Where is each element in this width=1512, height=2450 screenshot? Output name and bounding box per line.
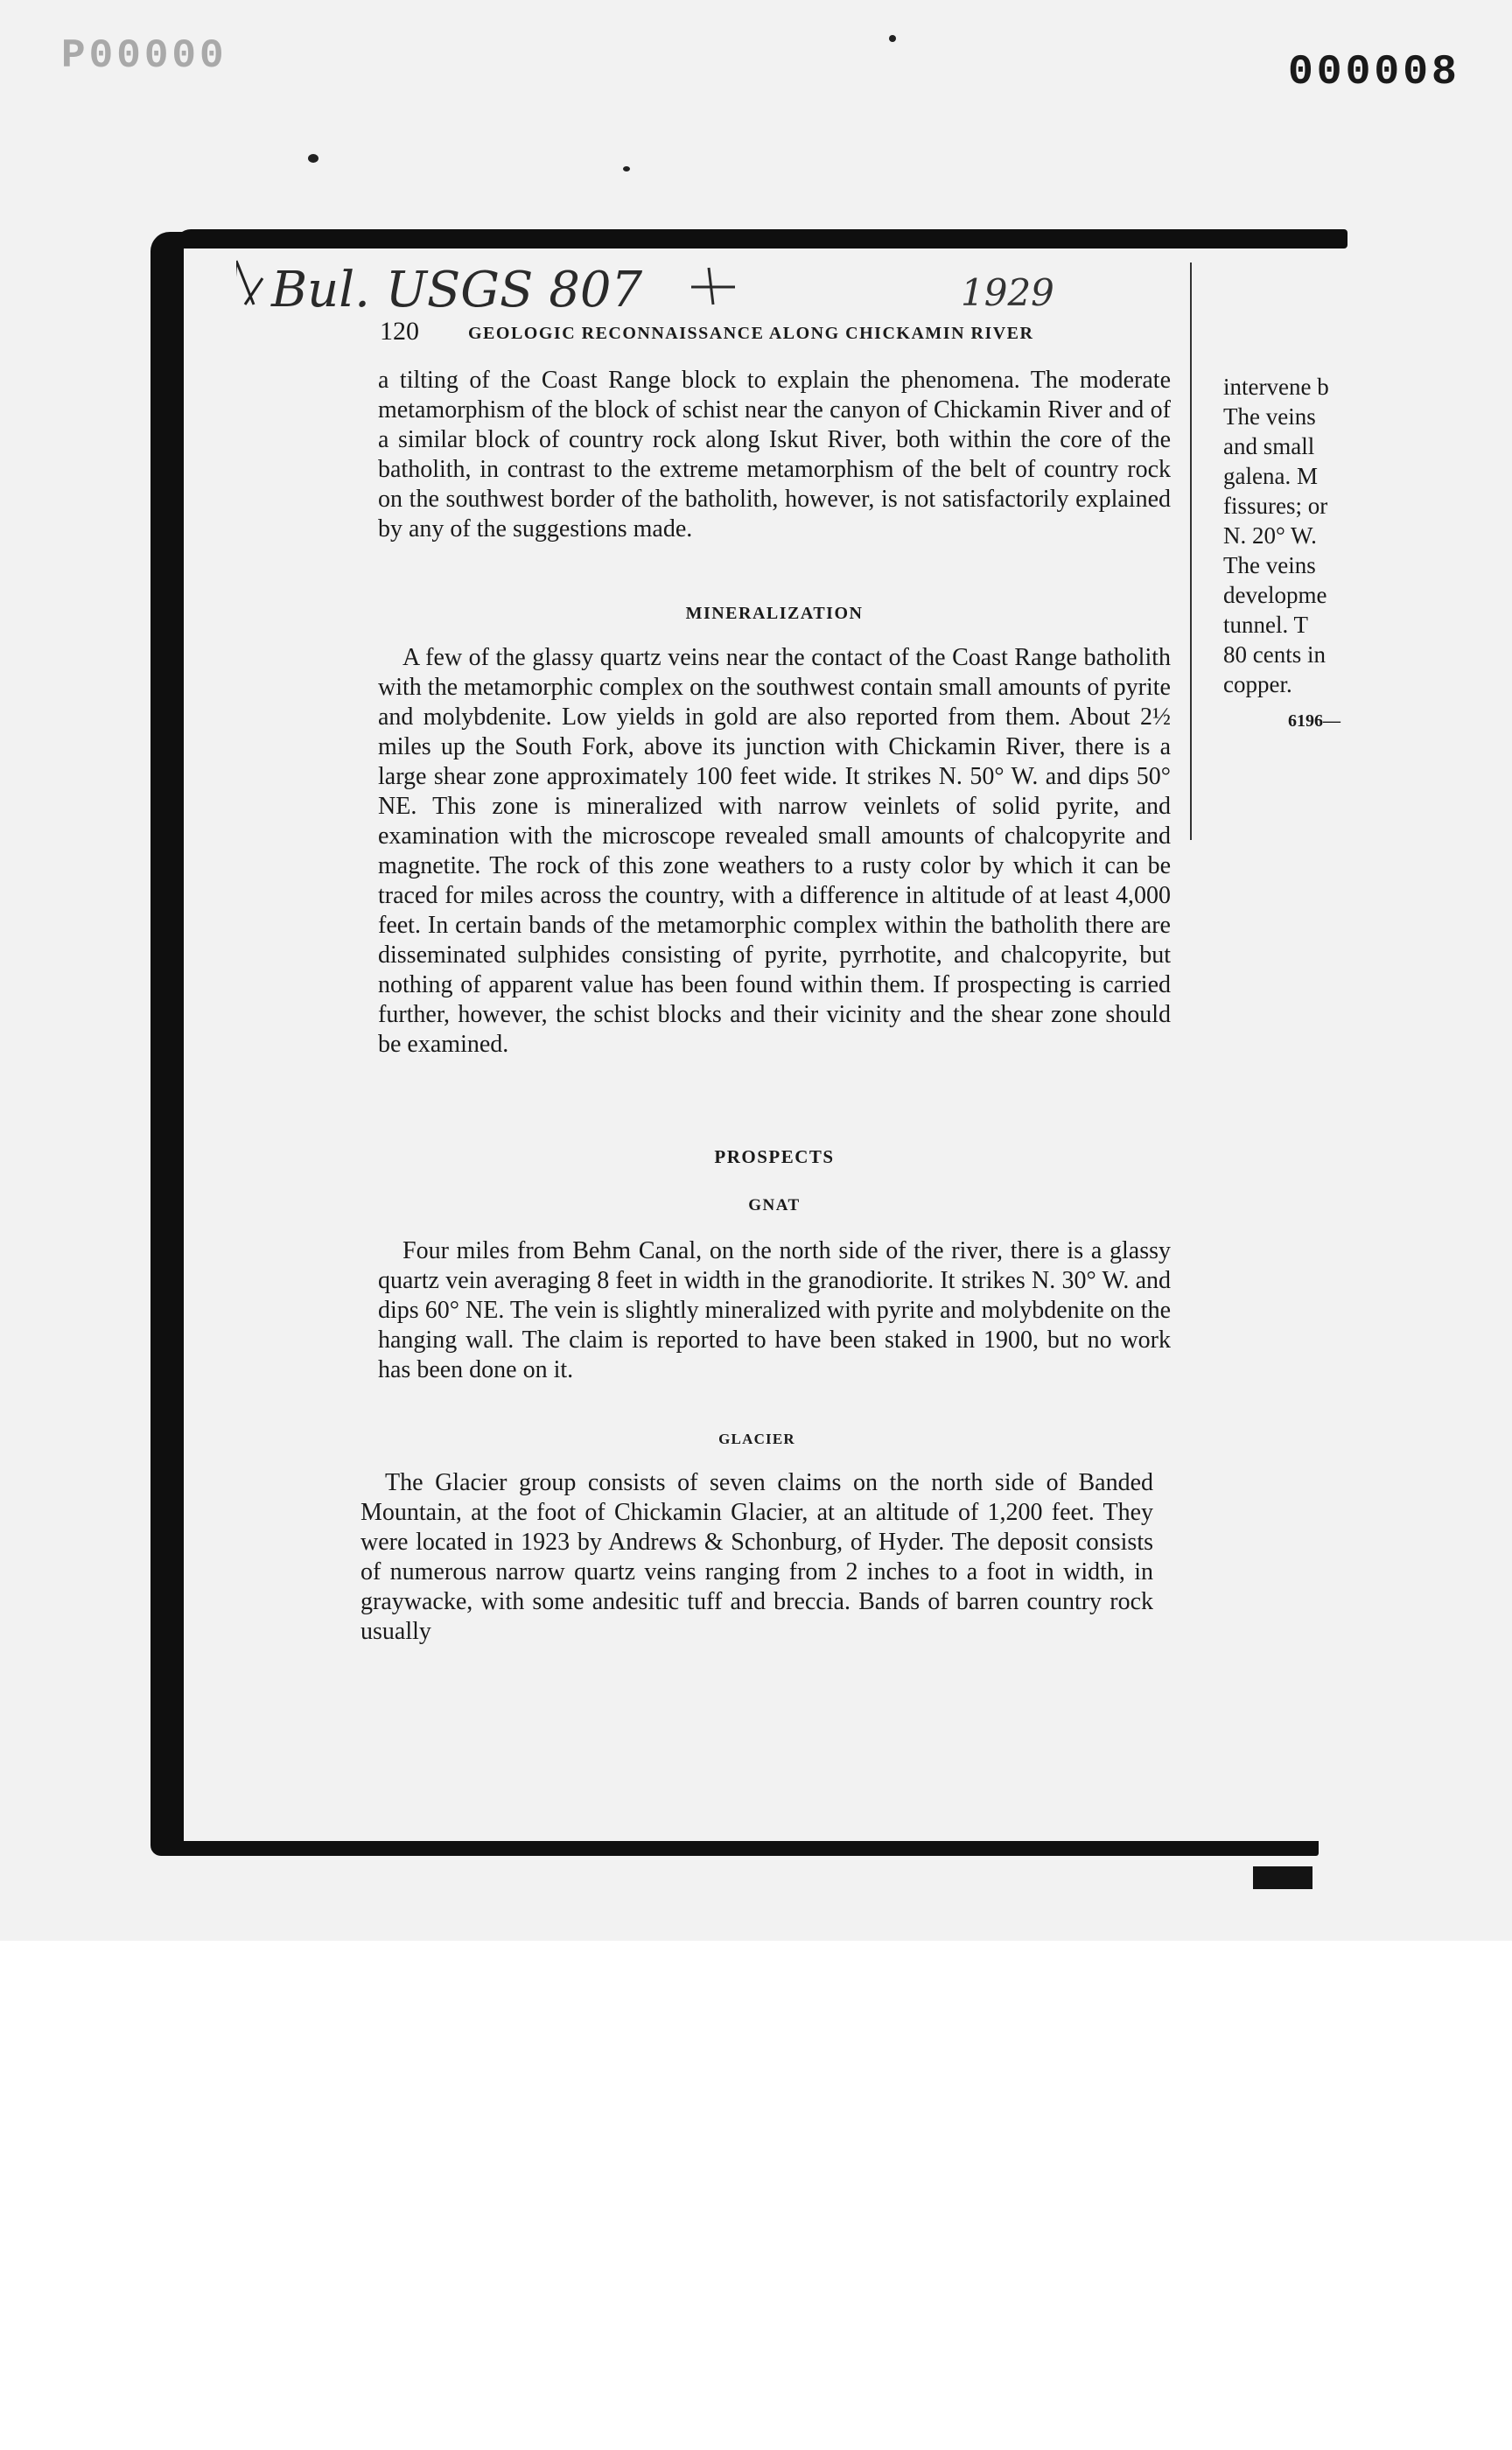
gnat-paragraph: [378, 1236, 1171, 1418]
facing-page-line: galena. M: [1223, 463, 1318, 489]
scan-speck: [308, 154, 318, 163]
section-heading-prospects: PROSPECTS: [714, 1146, 835, 1167]
binder-frame-left: [150, 232, 184, 1855]
glacier-paragraph: [360, 1468, 1153, 1661]
facing-page-line: The veins: [1223, 552, 1316, 578]
scan-stamp-right: 000008: [1288, 49, 1460, 96]
facing-page-line: and small: [1223, 433, 1315, 459]
subheading-glacier: GLACIER: [718, 1431, 795, 1447]
facing-page-line: The veins: [1223, 403, 1316, 430]
continuation-paragraph: [378, 366, 1171, 586]
mineralization-paragraph: [378, 643, 1171, 1133]
facing-page-line: 80 cents in: [1223, 641, 1326, 668]
handwritten-year: 1929: [961, 271, 1054, 314]
scan-speck: [623, 166, 630, 172]
facing-page-line: developme: [1223, 582, 1327, 608]
scan-stamp-left: P00000: [61, 33, 228, 79]
handwritten-annotation: [236, 252, 849, 320]
page-gutter-line: [1190, 262, 1192, 840]
facing-page-line: tunnel. T: [1223, 612, 1308, 638]
paragraph-text: Four miles from Behm Canal, on the north side of the river, there is a glassy quartz vein averaging 8 feet in width in the granodiorite. It strikes N. 30° W. and dips 60° NE. The vein is slightly mineralized with pyrite and molybdenite on the hanging wall. The claim is reported to have been staked in 1900, but no work has been done on it.: [378, 1237, 1171, 1383]
handwritten-citation-graphic: [236, 252, 849, 331]
paragraph-text: The Glacier group consists of seven claims on the north side of Banded Mountain, at the foot of Chickamin Glacier, at an altitude of 1,200 feet. They were located in 1923 by Andrews & Schonburg, of Hyder. The deposit consists of numerous narrow quartz veins ranging from 2 inches to a foot in width, in graywacke, with some andesitic tuff and breccia. Bands of barren country rock usually: [360, 1469, 1153, 1645]
facing-page-line: fissures; or: [1223, 493, 1328, 519]
section-heading-mineralization: MINERALIZATION: [685, 604, 864, 623]
binder-frame-bottom: [150, 1841, 1319, 1856]
running-head: GEOLOGIC RECONNAISSANCE ALONG CHICKAMIN RIVER: [468, 324, 1034, 343]
binder-frame-tab: [1253, 1866, 1312, 1889]
paragraph-text: A few of the glassy quartz veins near the contact of the Coast Range batholith with the metamorphic complex on the southwest contain small amounts of pyrite and molybdenite. Low yields in gold are also reported from them. About 2½ miles up the South Fork, above its junction with Chickamin River, there is a large shear zone approximately 100 feet wide. It strikes N. 50° W. and dips 50° NE. This zone is mineralized with narrow veinlets of solid pyrite, and examination with the microscope revealed small amounts of chalcopyrite and magnetite. The rock of this zone weathers to a rusty color by which it can be traced for miles across the country, with a difference in altitude of at least 4,000 feet. In certain bands of the metamorphic complex within the batholith there are disseminated sulphides consisting of pyrite, pyrrhotite, and chalcopyrite, but nothing of apparent value has been found within them. If prospecting is carried further, however, the schist blocks and their vicinity and the shear zone should be examined.: [378, 644, 1171, 1058]
binder-frame-top: [175, 229, 1348, 248]
subheading-gnat: GNAT: [748, 1196, 801, 1214]
facing-page-fragment: [1223, 372, 1344, 739]
paragraph-text: a tilting of the Coast Range block to explain the phenomena. The moderate metamorphism of the block of schist near the canyon of Chickamin River and of a similar block of country rock along Iskut River, both within the core of the batholith, in contrast to the extreme metamorphism of the belt of country rock on the southwest border of the batholith, however, is not satisfactorily explained by any of the suggestions made.: [378, 367, 1171, 542]
facing-page-line: intervene b: [1223, 374, 1329, 400]
facing-page-reference: 6196—: [1288, 711, 1340, 731]
svg-text:Bul. USGS 807: Bul. USGS 807: [271, 262, 643, 318]
scan-speck: [889, 35, 896, 42]
facing-page-line: copper.: [1223, 671, 1292, 697]
facing-page-line: N. 20° W.: [1223, 522, 1317, 549]
page-number: 120: [380, 317, 419, 346]
